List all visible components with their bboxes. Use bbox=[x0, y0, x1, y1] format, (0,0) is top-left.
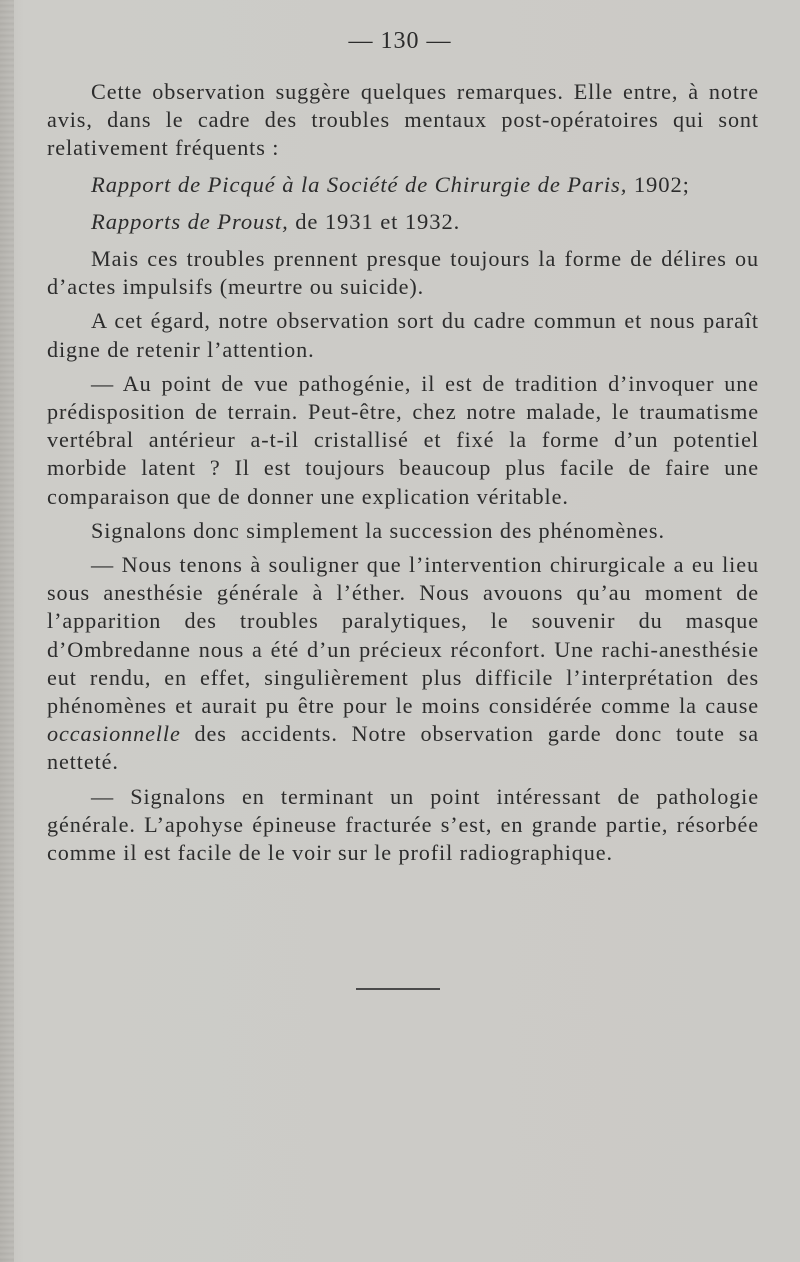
page-number: — 130 — bbox=[348, 28, 452, 54]
paragraph-signalons: Signalons donc simplement la succession des phénomènes. bbox=[91, 517, 665, 543]
paragraph-observation: Cette observation suggère quelques remarques. Elle entre, à notre avis, dans le cadre des troubles mentaux post-opératoires qui sont relativement fréquents : bbox=[47, 79, 759, 161]
reference-picque: Rapport de Picqué à la Société de Chirurgie de Paris, 1902; bbox=[91, 171, 690, 197]
paragraph-troubles: Mais ces troubles prennent presque toujours la forme de délires ou d’actes impulsifs (meurtre ou suicide). bbox=[47, 246, 759, 300]
section-end-rule bbox=[356, 988, 440, 990]
binding-edge bbox=[0, 0, 14, 1262]
reference-proust: Rapports de Proust, de 1931 et 1932. bbox=[91, 208, 461, 234]
paragraph-cet-egard: A cet égard, notre observation sort du cadre commun et nous paraît digne de retenir l’attention. bbox=[47, 308, 759, 362]
emphasis-occasionnelle: occasionnelle bbox=[47, 721, 181, 747]
reference-title: Rapports de Proust, bbox=[91, 208, 289, 234]
body-text bbox=[47, 78, 759, 873]
paragraph-pathologie: — Signalons en terminant un point intéressant de pathologie générale. L’apohyse épineuse fracturée s’est, en grande partie, résorbée comme il est facile de le voir sur le profil radiographique. bbox=[47, 783, 759, 866]
paragraph-anesthesie: — Nous tenons à souligner que l’intervention chirurgicale a eu lieu sous anesthésie générale à l’éther. Nous avouons qu’au moment de l’apparition des troubles paralytiques, le souvenir du masque d’Ombredanne nous a été d’un précieux réconfort. Une rachi-anesthésie eut rendu, en effet, singulièrement plus difficile l’interprétation des phénomènes et aurait pu être pour le moins considérée comme la cause occasionnelle des accidents. Notre observation garde donc toute sa netteté. bbox=[47, 552, 759, 775]
reference-title: Rapport de Picqué à la Société de Chirurgie de Paris, bbox=[91, 171, 628, 197]
paragraph-pathogenie: — Au point de vue pathogénie, il est de tradition d’invoquer une prédisposition de terrain. Peut-être, chez notre malade, le traumatisme vertébral antérieur a-t-il cristallisé et fixé la forme d’un potentiel morbide latent ? Il est toujours beaucoup plus facile de faire une comparaison que de donner une explication véritable. bbox=[47, 370, 759, 509]
